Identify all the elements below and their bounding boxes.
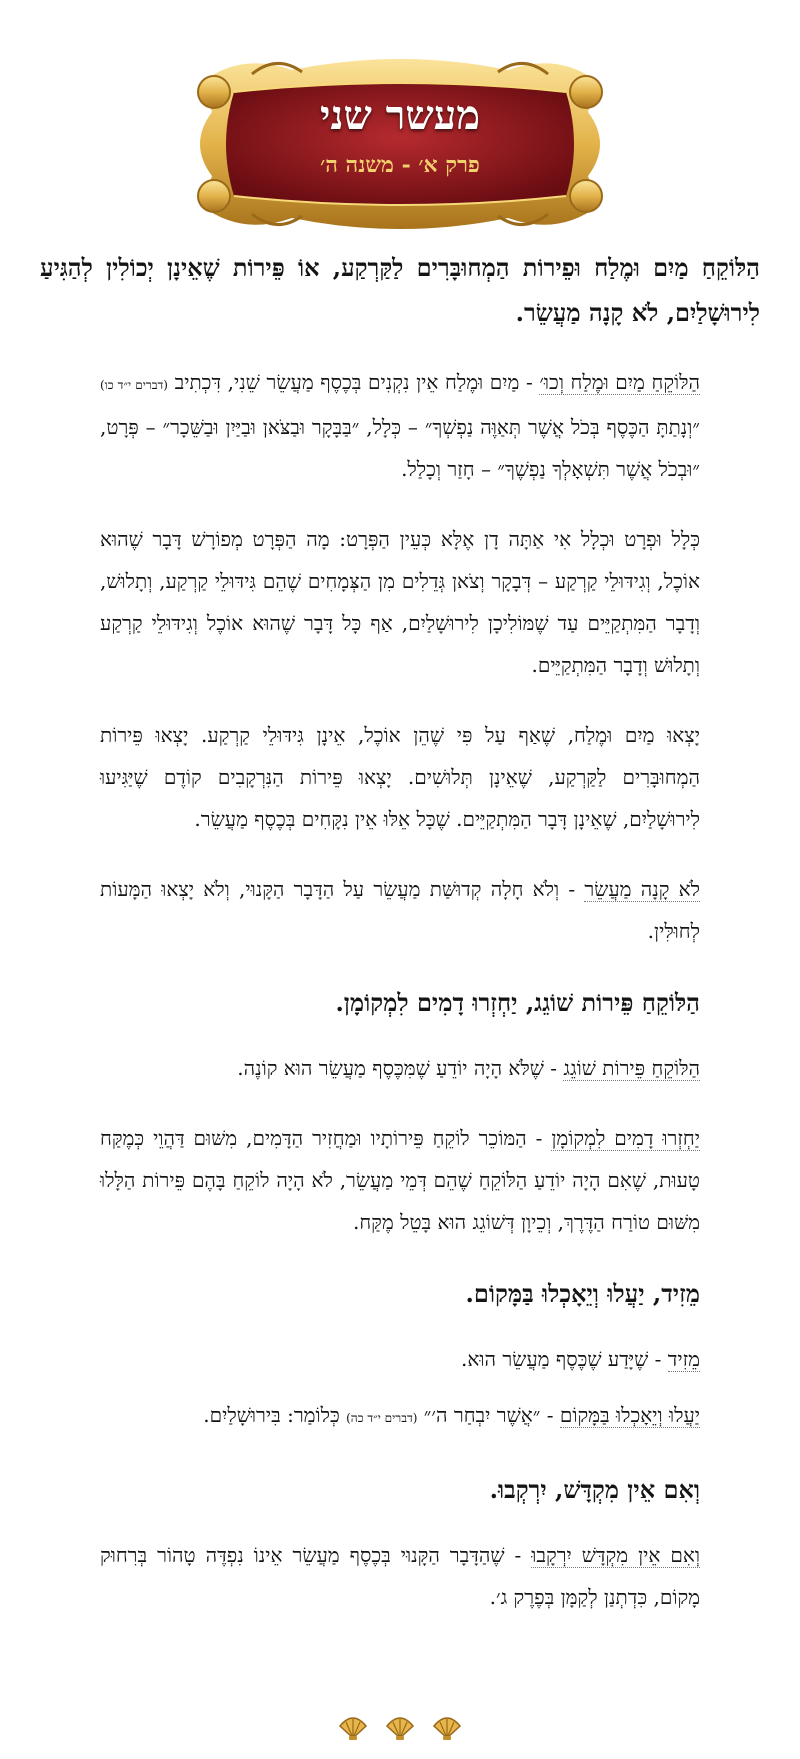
commentary-paragraph <box>100 868 700 952</box>
commentary-paragraph <box>100 1534 700 1618</box>
footer-ornament <box>0 1716 800 1744</box>
shell-icon <box>432 1716 462 1740</box>
commentary-paragraph <box>100 1047 700 1089</box>
banner-subtitle: פרק א׳ - משנה ה׳ <box>320 152 480 178</box>
dibbur-hamatchil: הַלּוֹקֵחַ פֵּירוֹת שׁוֹגֵג <box>563 1056 700 1080</box>
commentary-paragraph <box>100 361 700 490</box>
commentary-paragraph: כְּלָל וּפְרָט וּכְלָל אִי אַתָּה דָן אֶלָּא כְּעֵין הַפְּרָט: מָה הַפְּרָט מְפוֹרָשׁ דָּבָר שֶׁהוּא אוֹכֶל, וְגִידּוּלֵי קַרְקַע – דְּבָקָר וְצֹאן גְּדֵלִים מִן הַצְּמָחִים שֶׁהֵם גִּידּוּלֵי קַרְקַע, וְתָלוּשׁ, וְדָבָר הַמִּתְקַיֵּים עַד שֶׁמּוֹלִיכָן לִירוּשָׁלַיִם, אַף כָּל דָּבָר שֶׁהוּא אוֹכֶל וְגִידּוּלֵי קַרְקַע וְתָלוּשׁ וְדָבָר הַמִּתְקַיֵּים. <box>100 527 700 677</box>
shell-icon <box>338 1716 368 1740</box>
commentary-text: - שֶׁיָּדַע שֶׁכֶּסֶף מַעֲשֵׂר הוּא. <box>461 1347 668 1371</box>
commentary-text: - וְלֹא חָלָה קְדוּשַּׁת מַעֲשֵׂר עַל הַדָּבָר הַקָּנוּי, וְלֹא יָצְאוּ הַמָּעוֹת לְחוּלִּין. <box>100 877 700 943</box>
banner-title: מעשר שני <box>319 92 481 139</box>
dibbur-hamatchil: וְאִם אֵין מִקְדָּשׁ יִרְקָבוּ <box>531 1543 700 1567</box>
commentary-text: - מַיִם וּמֶלַח אֵין נִקְנִים בְּכֶסֶף מַעֲשֵׂר שֵׁנִי, דִּכְתִיב <box>167 370 540 394</box>
dibbur-hamatchil: מֵזִיד <box>667 1347 700 1371</box>
commentary-text: - ״אֲשֶׁר יִבְחַר ה׳״ <box>417 1403 560 1427</box>
verse-reference: (דברים י״ד כו) <box>100 378 168 392</box>
mishnah-text: וְאִם אֵין מִקְדָּשׁ, יִרְקְבוּ. <box>489 1475 700 1504</box>
dibbur-hamatchil: יַעֲלוּ וְיֵאָכְלוּ בַּמָּקוֹם <box>559 1403 700 1427</box>
commentary-text: - שֶׁהַדָּבָר הַקָּנוּי בְּכֶסֶף מַעֲשֵׂר אֵינוֹ נִפְדֶּה טָהוֹר בְּרִחוּק מָקוֹם, כִּדְתְנַן לְקַמָּן בְּפֶרֶק ג׳. <box>100 1543 700 1609</box>
commentary-paragraph: יָצְאוּ מַיִם וּמֶלַח, שֶׁאַף עַל פִּי שֶׁהֵן אוֹכֶל, אֵינָן גִּידּוּלֵי קַרְקַע. יָצְאוּ פֵּירוֹת הַמְחוּבָּרִים לַקַּרְקַע, שֶׁאֵינָן תְּלוּשִׁים. יָצְאוּ פֵּירוֹת הַנִּרְקָבִים קוֹדֶם שֶׁיַּגִּיעוּ לִירוּשָׁלַיִם, שֶׁאֵינָן דָּבָר הַמִּתְקַיֵּים. שֶׁכָּל אֵלּוּ אֵין נִקָּחִים בְּכֶסֶף מַעֲשֵׂר. <box>100 723 700 831</box>
commentary-text: - הַמּוֹכֵר לוֹקֵחַ פֵּירוֹתָיו וּמַחֲזִיר הַדָּמִים, מִשּׁוּם דַּהֲוֵי כְּמֶקַּח טָעוּת, שֶׁאִם הָיָה יוֹדֵעַ הַלּוֹקֵחַ שֶׁהֵם דְּמֵי מַעֲשֵׂר, לֹא הָיָה לוֹקֵחַ בָּהֶם פֵּירוֹת הַלָּלוּ מִשּׁוּם טוֹרַח הַדֶּרֶךְ, וְכֵיוָן דְּשׁוֹגֵג הוּא בָּטֵל מֶקַּח. <box>100 1126 700 1234</box>
main-content <box>40 245 760 1618</box>
commentary-text: ״וְנָתַתָּ הַכֶּסֶף בְּכֹל אֲשֶׁר תְּאַוֶּה נַפְשְׁךָ״ – כְּלָל, ״בַּבָּקָר וּבַצֹּאן וּבַיַּיִן וּבַשֵּׁכָר״ – פְּרָט, ״וּבְכֹל אֲשֶׁר תִּשְׁאָלְךָ נַפְשֶׁךָ״ – חָזַר וְכָלַל. <box>100 415 700 481</box>
dibbur-hamatchil: הַלּוֹקֵחַ מַיִם וּמֶלַח וְכוּ׳ <box>539 370 700 394</box>
dibbur-hamatchil: יַחְזְרוּ דָמִים לִמְקוֹמָן <box>551 1126 700 1150</box>
shell-icon <box>385 1716 415 1740</box>
dibbur-hamatchil: לֹא קָנָה מַעֲשֵׂר <box>584 877 700 901</box>
commentary-paragraph <box>100 1338 700 1380</box>
commentary-paragraph <box>100 1117 700 1243</box>
mishnah-text: הַלּוֹקֵחַ פֵּירוֹת שׁוֹגֵג, יַחְזְרוּ דָמִים לִמְקוֹמָן. <box>335 988 700 1017</box>
verse-reference: (דברים י״ד כה) <box>346 1411 418 1425</box>
header-banner <box>182 52 618 236</box>
commentary-text: - שֶׁלֹּא הָיָה יוֹדֵעַ שֶׁמִּכֶּסֶף מַעֲשֵׂר הוּא קוֹנֶה. <box>237 1056 564 1080</box>
mishnah-text: מֵזִיד, יַעֲלוּ וְיֵאָכְלוּ בַּמָּקוֹם. <box>465 1279 700 1308</box>
commentary-text: כְּלוֹמַר: בִּירוּשָׁלַיִם. <box>203 1403 347 1427</box>
scroll-ornament-icon <box>182 52 618 236</box>
commentary-paragraph <box>100 1394 700 1439</box>
mishnah-text: הַלּוֹקֵחַ מַיִם וּמֶלַח וּפֵירוֹת הַמְחוּבָּרִים לַקַּרְקַע, אוֹ פֵּירוֹת שֶׁאֵינָן יְכוֹלִין לְהַגִּיעַ לִירוּשָׁלַיִם, לֹא קָנָה מַעֲשֵׂר. <box>40 253 760 327</box>
